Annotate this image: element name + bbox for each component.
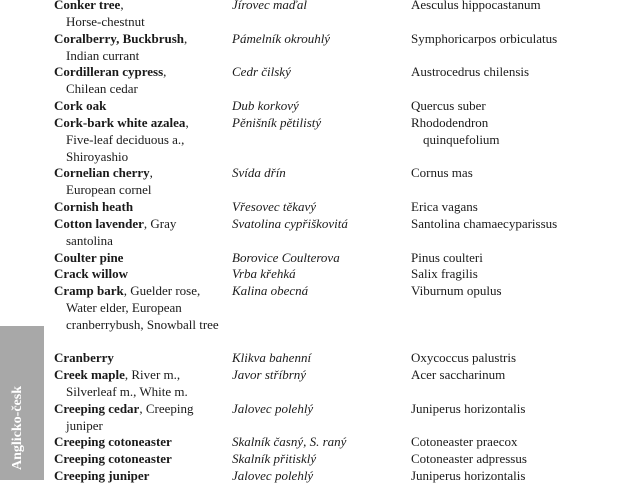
latin-name xyxy=(411,115,640,149)
english-name xyxy=(54,0,226,31)
latin-name-text: Aesculus hippocastanum xyxy=(411,0,541,12)
english-headword-tail: , xyxy=(120,0,124,12)
english-name xyxy=(54,266,226,283)
czech-name-text: Kalina obecná xyxy=(232,283,309,298)
czech-name xyxy=(232,64,404,81)
english-synonyms: santolina xyxy=(66,232,113,248)
latin-name-text: Juniperus horizontalis xyxy=(411,468,526,483)
czech-name xyxy=(232,401,404,418)
latin-name-text: Austrocedrus chilensis xyxy=(411,64,530,79)
latin-name-text: Acer saccharinum xyxy=(411,367,506,382)
latin-name xyxy=(411,266,640,283)
english-synonyms: Horse-chestnut xyxy=(66,13,145,29)
english-headword: Coralberry, Buckbrush xyxy=(54,31,185,46)
latin-name xyxy=(411,31,640,48)
latin-name-text: Oxycoccus palustris xyxy=(411,350,517,365)
english-headword-tail: , Guelder rose, xyxy=(123,283,201,298)
english-headword: Cornelian cherry xyxy=(54,165,150,180)
english-headword-tail: , xyxy=(163,64,167,79)
english-synonyms: Chilean cedar xyxy=(66,80,138,96)
english-name xyxy=(54,250,226,267)
czech-name-text: Jalovec polehlý xyxy=(232,401,314,416)
latin-name-text: Pinus coulteri xyxy=(411,250,483,265)
english-name xyxy=(54,165,226,199)
latin-name xyxy=(411,350,640,367)
english-synonyms: Indian currant xyxy=(66,47,140,63)
czech-name-text: Klikva bahenní xyxy=(232,350,312,365)
czech-name xyxy=(232,434,404,451)
latin-name-text: Salix fragilis xyxy=(411,266,478,281)
czech-name xyxy=(232,115,404,132)
english-headword-tail: , xyxy=(184,31,188,46)
english-headword-tail: , Gray xyxy=(143,216,177,231)
czech-name xyxy=(232,367,404,384)
english-headword-tail: , River m., xyxy=(124,367,181,382)
czech-name xyxy=(232,98,404,115)
english-synonyms: juniper xyxy=(66,417,103,433)
latin-name xyxy=(411,434,640,451)
english-name xyxy=(54,367,226,401)
czech-name xyxy=(232,451,404,468)
latin-name-text: Santolina chamaecyparissus xyxy=(411,216,558,231)
czech-name-text: Svatolina cypřiškovitá xyxy=(232,216,348,231)
english-name xyxy=(54,31,226,65)
latin-name-text: Rhododendron xyxy=(411,115,489,130)
english-synonyms: Water elder, European cranberrybush, Snowball tree xyxy=(66,299,219,332)
english-headword: Cork oak xyxy=(54,98,107,113)
czech-name-text: Vrba křehká xyxy=(232,266,296,281)
czech-name-text: Borovice Coulterova xyxy=(232,250,340,265)
czech-name xyxy=(232,199,404,216)
czech-name-text: Pámelník okrouhlý xyxy=(232,31,331,46)
latin-name-text: Cotoneaster praecox xyxy=(411,434,518,449)
english-headword: Creek maple xyxy=(54,367,125,382)
latin-name xyxy=(411,216,640,233)
english-name xyxy=(54,64,226,98)
english-headword: Cork-bark white azalea xyxy=(54,115,186,130)
english-headword: Creeping cotoneaster xyxy=(54,451,172,466)
latin-name xyxy=(411,401,640,418)
english-headword-tail: , Creeping xyxy=(139,401,194,416)
english-name xyxy=(54,434,226,451)
english-headword: Cramp bark xyxy=(54,283,124,298)
czech-name-text: Cedr čilský xyxy=(232,64,291,79)
czech-name-text: Vřesovec těkavý xyxy=(232,199,317,214)
czech-name xyxy=(232,250,404,267)
english-headword: Cranberry xyxy=(54,350,114,365)
latin-name xyxy=(411,0,640,14)
latin-name xyxy=(411,64,640,81)
latin-name-text: Quercus suber xyxy=(411,98,486,113)
latin-name xyxy=(411,165,640,182)
czech-name-text: Skalník přitisklý xyxy=(232,451,317,466)
latin-name-text: Erica vagans xyxy=(411,199,478,214)
czech-name xyxy=(232,266,404,283)
latin-name-text: Symphoricarpos orbiculatus xyxy=(411,31,558,46)
latin-name xyxy=(411,451,640,468)
latin-name-text: Juniperus horizontalis xyxy=(411,401,526,416)
english-headword-tail: , xyxy=(149,165,153,180)
latin-name xyxy=(411,98,640,115)
czech-name-text: Skalník časný, S. raný xyxy=(232,434,347,449)
latin-name-text: Cotoneaster adpressus xyxy=(411,451,527,466)
latin-name-text: Cornus mas xyxy=(411,165,473,180)
czech-name xyxy=(232,31,404,48)
english-name xyxy=(54,401,226,435)
english-name xyxy=(54,468,226,485)
english-synonyms: Silverleaf m., White m. xyxy=(66,383,188,399)
latin-name xyxy=(411,199,640,216)
english-headword: Coulter pine xyxy=(54,250,124,265)
latin-name-continuation: quinquefolium xyxy=(423,131,500,147)
czech-name-text: Pěnišník pětilistý xyxy=(232,115,322,130)
english-headword: Creeping cedar xyxy=(54,401,140,416)
czech-name xyxy=(232,350,404,367)
czech-name-text: Dub korkový xyxy=(232,98,299,113)
english-headword: Crack willow xyxy=(54,266,129,281)
english-name xyxy=(54,451,226,468)
english-headword: Conker tree xyxy=(54,0,121,12)
english-headword: Cornish heath xyxy=(54,199,134,214)
section-side-tab-label: Anglicko-česk xyxy=(10,386,25,470)
latin-name xyxy=(411,283,640,300)
english-name xyxy=(54,199,226,216)
english-headword: Creeping cotoneaster xyxy=(54,434,172,449)
english-name xyxy=(54,283,226,333)
czech-name-text: Jalovec polehlý xyxy=(232,468,314,483)
english-name xyxy=(54,350,226,367)
english-headword: Cotton lavender xyxy=(54,216,144,231)
english-headword: Creeping juniper xyxy=(54,468,150,483)
czech-name-text: Javor stříbrný xyxy=(232,367,307,382)
latin-name xyxy=(411,367,640,384)
latin-name xyxy=(411,468,640,485)
czech-name xyxy=(232,468,404,485)
czech-name xyxy=(232,0,404,14)
english-synonyms: Five-leaf deciduous a., Shiroyashio xyxy=(66,131,185,164)
latin-name xyxy=(411,250,640,267)
english-name xyxy=(54,216,226,250)
czech-name-text: Jírovec maďal xyxy=(232,0,307,12)
english-headword: Cordilleran cypress xyxy=(54,64,164,79)
czech-name xyxy=(232,165,404,182)
english-name xyxy=(54,98,226,115)
latin-name-text: Viburnum opulus xyxy=(411,283,502,298)
english-name xyxy=(54,115,226,165)
czech-name xyxy=(232,283,404,300)
czech-name-text: Svída dřín xyxy=(232,165,286,180)
english-synonyms: European cornel xyxy=(66,181,152,197)
czech-name xyxy=(232,216,404,233)
english-headword-tail: , xyxy=(185,115,189,130)
